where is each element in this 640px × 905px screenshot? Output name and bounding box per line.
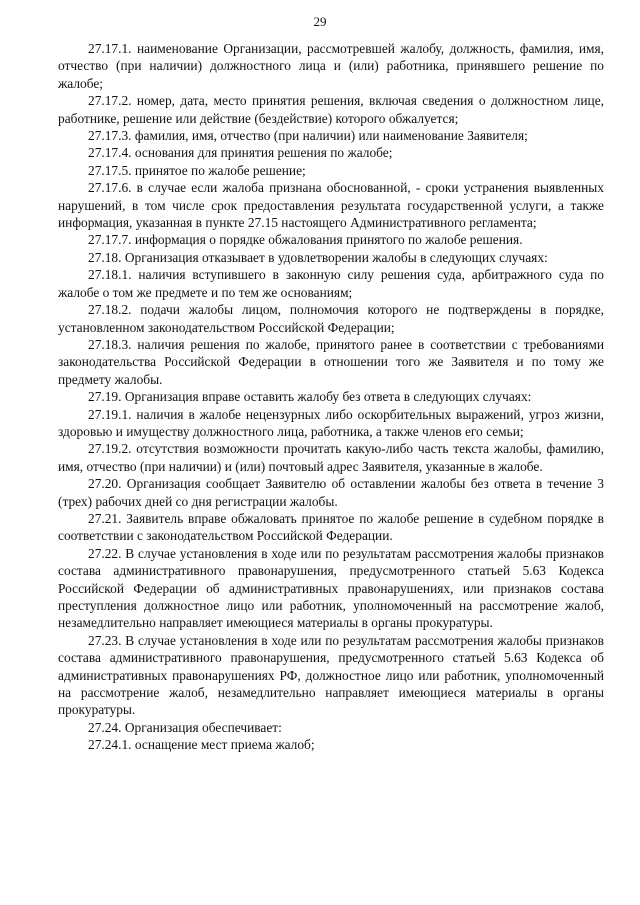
paragraph-27-17-4: 27.17.4. основания для принятия решения по жалобе;	[88, 145, 393, 161]
paragraph-27-20: 27.20. Организация сообщает Заявителю об оставлении жалобы без ответа в течение 3 (трех) рабочих дней со дня регистрации жалобы.	[58, 476, 604, 509]
paragraph-27-18-3: 27.18.3. наличия решения по жалобе, принятого ранее в соответствии с требованиями законодательства Российской Федерации в отношении того же Заявителя и по тому же предмету жалобы.	[58, 336, 604, 387]
paragraph-27-18: 27.18. Организация отказывает в удовлетворении жалобы в следующих случаях:	[88, 249, 548, 265]
paragraph-27-17-7: 27.17.7. информация о порядке обжалования принятого по жалобе решения.	[88, 232, 523, 248]
paragraph-27-17-1: 27.17.1. наименование Организации, рассмотревшей жалобу, должность, фамилия, имя, отчество (при наличии) должностного лица и (или) работника, принявшего решение по жалобе;	[58, 41, 604, 91]
paragraph-27-18-2: 27.18.2. подачи жалобы лицом, полномочия которого не подтверждены в порядке, установленном законодательством Российской Федерации;	[58, 302, 604, 335]
paragraph-27-22: 27.22. В случае установления в ходе или по результатам рассмотрения жалобы признаков состава административного правонарушения, предусмотренного статьей 5.63 Кодекса Российской Федерации об административных правонарушениях, или признаков состава преступления должностное лицо или работник, уполномоченный на рассмотрение жалоб, незамедлительно направляет имеющиеся материалы в органы прокуратуры.	[58, 545, 604, 631]
paragraph-27-17-3: 27.17.3. фамилия, имя, отчество (при наличии) или наименование Заявителя;	[88, 128, 528, 144]
paragraph-27-17-2: 27.17.2. номер, дата, место принятия решения, включая сведения о должностном лице, работнике, решение или действие (бездействие) которого обжалуется;	[58, 93, 604, 126]
paragraph-27-18-1: 27.18.1. наличия вступившего в законную силу решения суда, арбитражного суда по жалобе о том же предмете и по тем же основаниям;	[58, 267, 604, 300]
page-number: 29	[313, 14, 327, 29]
paragraph-27-19-1: 27.19.1. наличия в жалобе нецензурных либо оскорбительных выражений, угроз жизни, здоровью и имуществу должностного лица, работника, а также членов его семьи;	[58, 406, 604, 439]
paragraph-27-19-2: 27.19.2. отсутствия возможности прочитать какую-либо часть текста жалобы, фамилию, имя, отчество (при наличии) и (или) почтовый адрес Заявителя, указанные в жалобе.	[58, 441, 604, 474]
document-body	[58, 40, 604, 754]
paragraph-27-17-5: 27.17.5. принятое по жалобе решение;	[88, 162, 306, 178]
paragraph-27-19: 27.19. Организация вправе оставить жалобу без ответа в следующих случаях:	[88, 389, 532, 405]
paragraph-27-23: 27.23. В случае установления в ходе или по результатам рассмотрения жалобы признаков состава административного правонарушения, предусмотренного статьей 5.63 Кодекса об административных правонарушениях РФ, должностное лицо или работник, уполномоченный на рассмотрение жалоб, незамедлительно направляет имеющиеся материалы в органы прокуратуры.	[58, 632, 604, 718]
paragraph-27-24-1: 27.24.1. оснащение мест приема жалоб;	[88, 737, 315, 753]
paragraph-27-17-6: 27.17.6. в случае если жалоба признана обоснованной, - сроки устранения выявленных нарушений, в том числе срок предоставления результата государственной услуги, а также информация, указанная в пункте 27.15 настоящего Административного регламента;	[58, 180, 604, 231]
paragraph-27-21: 27.21. Заявитель вправе обжаловать принятое по жалобе решение в судебном порядке в соответствии с законодательством Российской Федерации.	[58, 510, 604, 544]
paragraph-27-24: 27.24. Организация обеспечивает:	[88, 719, 282, 735]
